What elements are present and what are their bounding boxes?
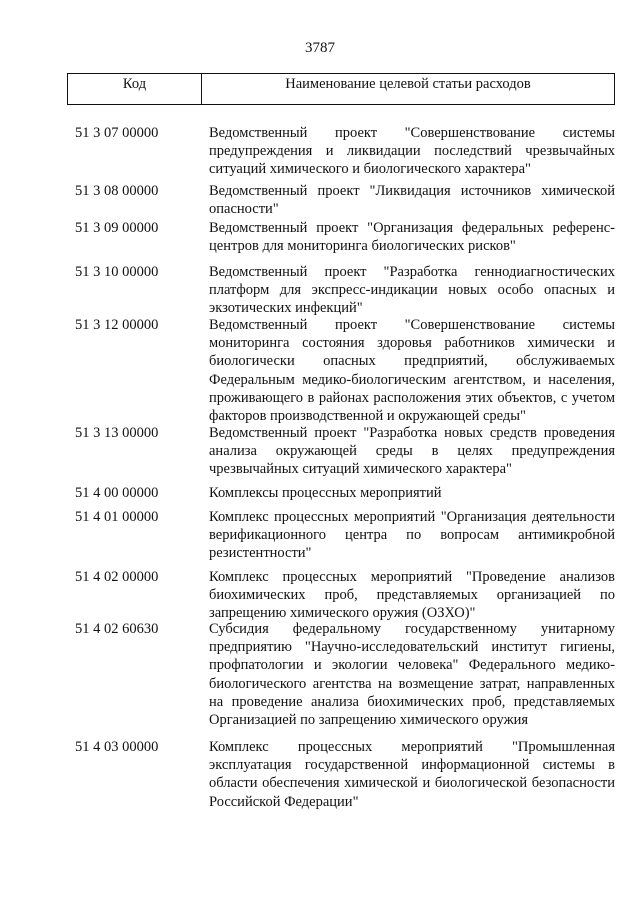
row-code: 51 4 01 00000 <box>75 509 159 525</box>
table-row <box>75 263 615 318</box>
table-row <box>75 316 615 425</box>
row-code: 51 3 07 00000 <box>75 125 159 141</box>
table-row <box>75 424 615 479</box>
row-name: Ведомственный проект "Ликвидация источников химической опасности" <box>209 183 615 218</box>
row-name: Комплекс процессных мероприятий "Организация деятельности верификационного центра по вопросам антимикробной резистентности" <box>209 509 615 562</box>
row-name: Ведомственный проект "Организация федеральных референс-центров для мониторинга биологических рисков" <box>209 220 615 255</box>
table-row <box>75 484 615 502</box>
row-code: 51 4 00 00000 <box>75 485 159 501</box>
table-row <box>75 738 615 811</box>
table-row <box>75 568 615 623</box>
row-name: Ведомственный проект "Разработка геннодиагностических платформ для экспресс-индикации новых особо опасных и экзотических инфекций" <box>209 264 615 317</box>
header-code: Код <box>68 74 202 104</box>
page-number: 3787 <box>305 40 335 56</box>
row-name: Ведомственный проект "Совершенствование системы предупреждения и ликвидации последствий чрезвычайных ситуаций химического и биологического характера" <box>209 125 615 178</box>
row-code: 51 4 02 00000 <box>75 569 159 585</box>
table-row <box>75 124 615 179</box>
row-name: Ведомственный проект "Совершенствование системы мониторинга состояния здоровья работников химически и биологически опасных предприятий, обслуживаемых Федеральным медико-биологическим агентством, и населения, проживающего в районах расположения этих объектов, с учетом факторов производственной и окружающей среды" <box>209 317 615 425</box>
table-row <box>75 182 615 218</box>
row-code: 51 3 08 00000 <box>75 183 159 199</box>
table-row <box>75 219 615 255</box>
row-name: Субсидия федеральному государственному унитарному предприятию "Научно-исследовательский институт гигиены, профпатологии и экологии человека" Федерального медико-биологического агентства на возмещение затрат, направленных на проведение анализа биохимических проб, представляемых Организацией по запрещению химического оружия <box>209 621 615 729</box>
row-code: 51 3 10 00000 <box>75 264 159 280</box>
row-code: 51 4 02 60630 <box>75 621 159 637</box>
row-code: 51 3 13 00000 <box>75 425 159 441</box>
table-row <box>75 508 615 563</box>
row-name: Комплекс процессных мероприятий "Проведение анализов биохимических проб, представляемых организацией по запрещению химического оружия (ОЗХО)" <box>209 569 615 622</box>
row-code: 51 4 03 00000 <box>75 739 159 755</box>
table-row <box>75 620 615 729</box>
row-code: 51 3 12 00000 <box>75 317 159 333</box>
row-name: Комплексы процессных мероприятий <box>209 485 442 501</box>
header-name: Наименование целевой статьи расходов <box>285 76 531 92</box>
row-name: Комплекс процессных мероприятий "Промышленная эксплуатация государственной информационной системы в области обеспечения химической и биологической безопасности Российской Федерации" <box>209 739 615 810</box>
row-code: 51 3 09 00000 <box>75 220 159 236</box>
row-name: Ведомственный проект "Разработка новых средств проведения анализа окружающей среды в целях предупреждения чрезвычайных ситуаций химического характера" <box>209 425 615 478</box>
table-header <box>67 73 615 105</box>
